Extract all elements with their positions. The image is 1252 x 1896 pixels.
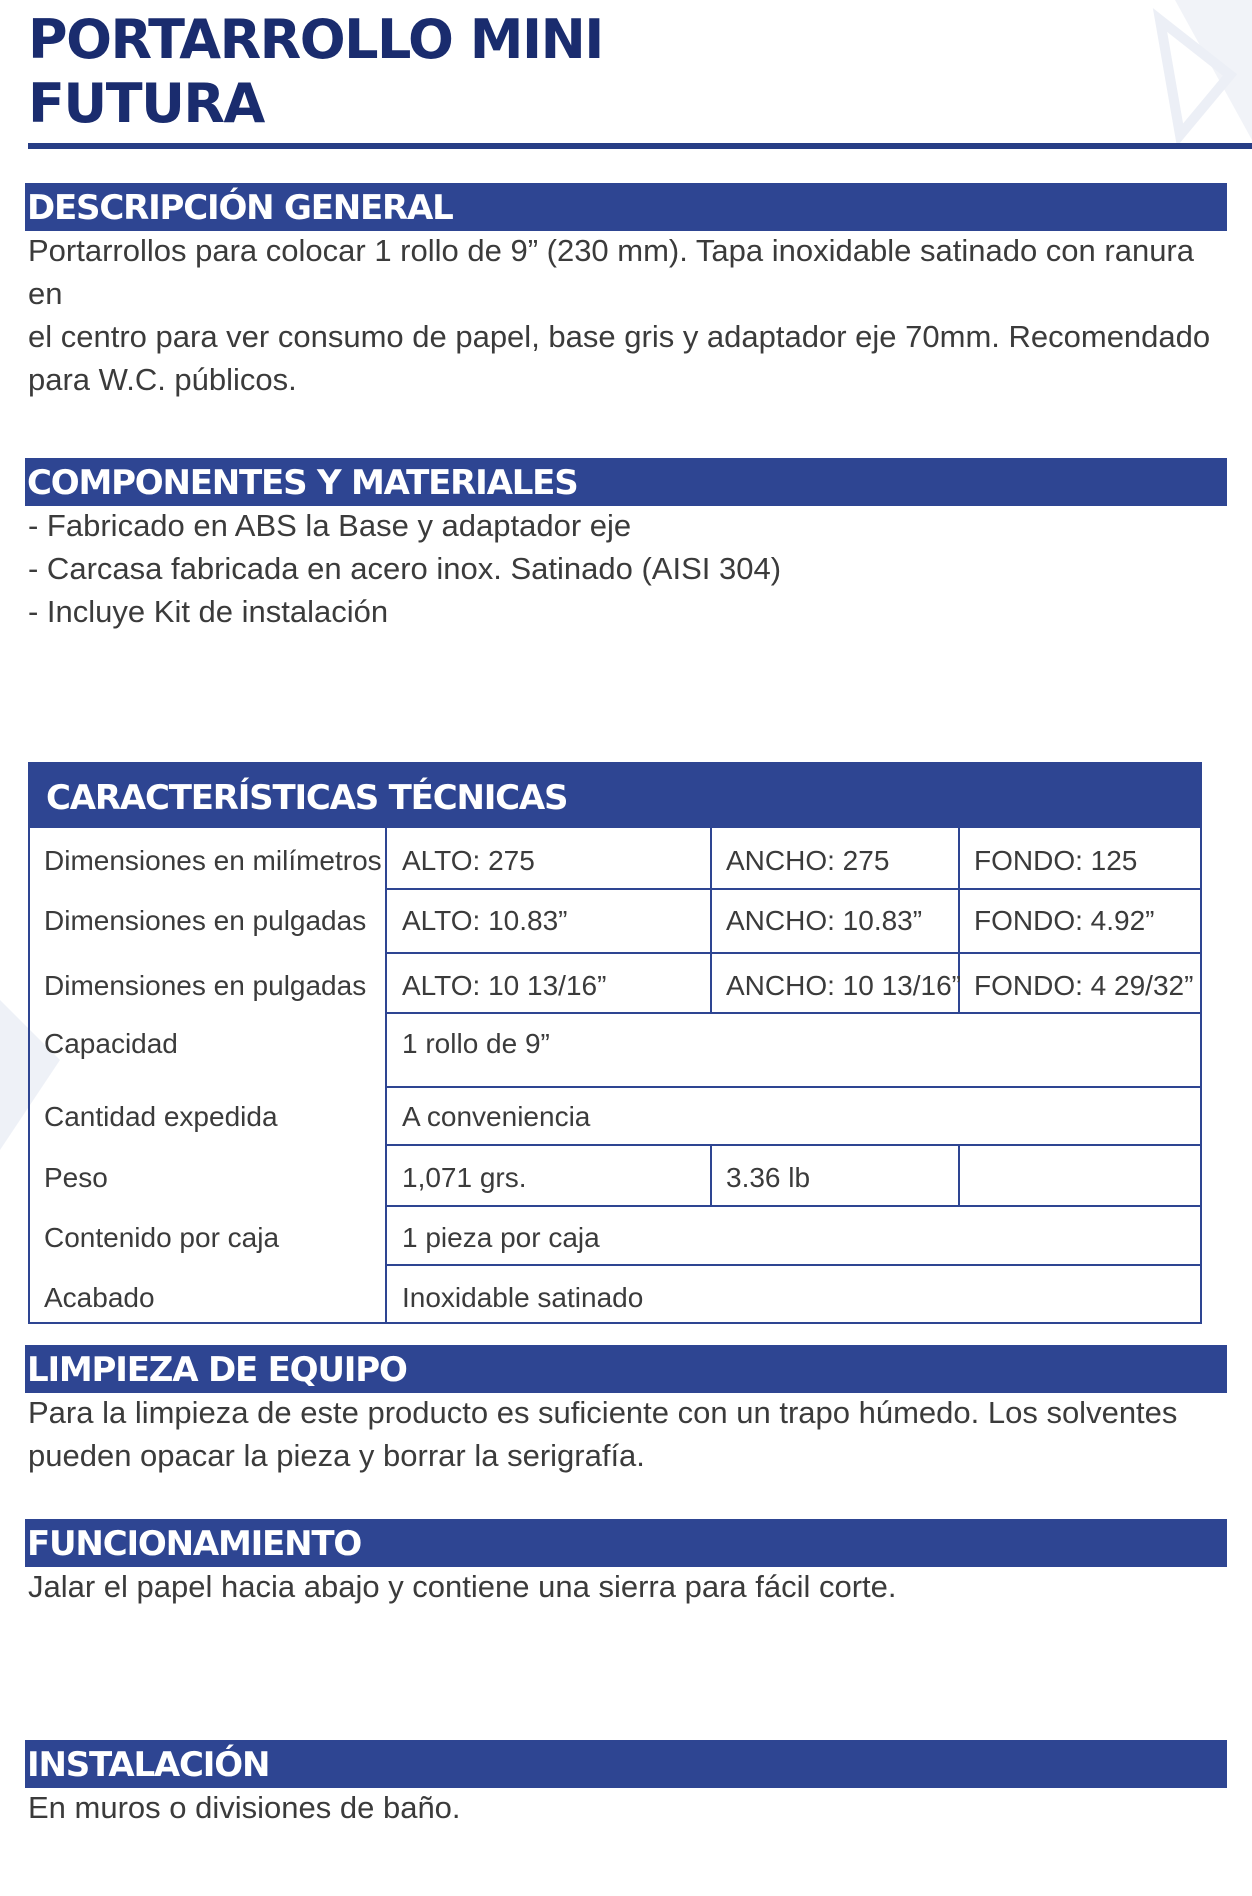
spec-label: Dimensiones en pulgadas: [44, 970, 367, 1001]
descripcion-text: [28, 229, 1228, 401]
spec-value: ALTO: 10.83”: [402, 905, 568, 936]
spec-value: Inoxidable satinado: [402, 1282, 644, 1313]
spec-value: A conveniencia: [402, 1101, 591, 1132]
table-rule: [387, 888, 1202, 890]
title-line-2: FUTURA: [28, 72, 264, 135]
componentes-list: [28, 504, 1228, 633]
descripcion-line: Portarrollos para colocar 1 rollo de 9” (230 mm). Tapa inoxidable satinado con ranura en: [28, 233, 1194, 311]
section-heading-instalacion: INSTALACIÓN: [25, 1740, 1227, 1788]
spec-value: FONDO: 125: [974, 845, 1138, 876]
spec-label: Dimensiones en milímetros: [44, 845, 382, 876]
spec-value: 1 pieza por caja: [402, 1222, 600, 1253]
spec-label: Dimensiones en pulgadas: [44, 905, 367, 936]
table-rule: [387, 1012, 1202, 1014]
spec-value: 1 rollo de 9”: [402, 1028, 550, 1059]
list-item: - Incluye Kit de instalación: [28, 594, 389, 629]
descripcion-line: el centro para ver consumo de papel, base gris y adaptador eje 70mm. Recomendado: [28, 319, 1211, 354]
section-heading-componentes: COMPONENTES Y MATERIALES: [25, 458, 1227, 506]
spec-value: ALTO: 275: [402, 845, 535, 876]
list-item: - Carcasa fabricada en acero inox. Satinado (AISI 304): [28, 551, 782, 586]
title-underline: [28, 143, 1252, 149]
instalacion-line: En muros o divisiones de baño.: [28, 1790, 461, 1825]
list-item: - Fabricado en ABS la Base y adaptador eje: [28, 508, 632, 543]
tech-specs-table: [28, 762, 1202, 1324]
limpieza-line: Para la limpieza de este producto es suficiente con un trapo húmedo. Los solventes: [28, 1395, 1178, 1430]
spec-value: FONDO: 4.92”: [974, 905, 1155, 936]
funcionamiento-line: Jalar el papel hacia abajo y contiene una sierra para fácil corte.: [28, 1569, 897, 1604]
section-heading-funcionamiento: FUNCIONAMIENTO: [25, 1519, 1227, 1567]
tech-specs-heading: CARACTERÍSTICAS TÉCNICAS: [30, 764, 1200, 828]
instalacion-text: [28, 1786, 1228, 1829]
spec-label: Capacidad: [44, 1028, 178, 1059]
descripcion-line: para W.C. públicos.: [28, 362, 297, 397]
spec-label: Acabado: [44, 1282, 155, 1313]
spec-label: Contenido por caja: [44, 1222, 280, 1253]
limpieza-line: pueden opacar la pieza y borrar la serigrafía.: [28, 1438, 645, 1473]
funcionamiento-text: [28, 1565, 1228, 1608]
table-rule: [387, 1086, 1202, 1088]
page-title: [28, 8, 603, 136]
table-rule: [710, 1144, 712, 1205]
spec-value: ANCHO: 275: [726, 845, 890, 876]
table-rule: [710, 828, 712, 1012]
spec-value: ANCHO: 10.83”: [726, 905, 923, 936]
table-rule: [385, 828, 387, 1324]
title-line-1: PORTARROLLO MINI: [28, 8, 603, 71]
table-rule: [387, 1144, 1202, 1146]
table-rule: [387, 1205, 1202, 1207]
limpieza-text: [28, 1391, 1228, 1477]
table-rule: [387, 1264, 1202, 1266]
spec-value: 3.36 lb: [726, 1162, 811, 1193]
section-heading-limpieza: LIMPIEZA DE EQUIPO: [25, 1345, 1227, 1393]
spec-label: Peso: [44, 1162, 108, 1193]
table-rule: [958, 1144, 960, 1205]
spec-value: FONDO: 4 29/32”: [974, 970, 1194, 1001]
spec-label: Cantidad expedida: [44, 1101, 278, 1132]
spec-value: ALTO: 10 13/16”: [402, 970, 607, 1001]
spec-value: 1,071 grs.: [402, 1162, 527, 1193]
table-rule: [387, 952, 1202, 954]
section-heading-descripcion: DESCRIPCIÓN GENERAL: [25, 183, 1227, 231]
spec-value: ANCHO: 10 13/16”: [726, 970, 961, 1001]
